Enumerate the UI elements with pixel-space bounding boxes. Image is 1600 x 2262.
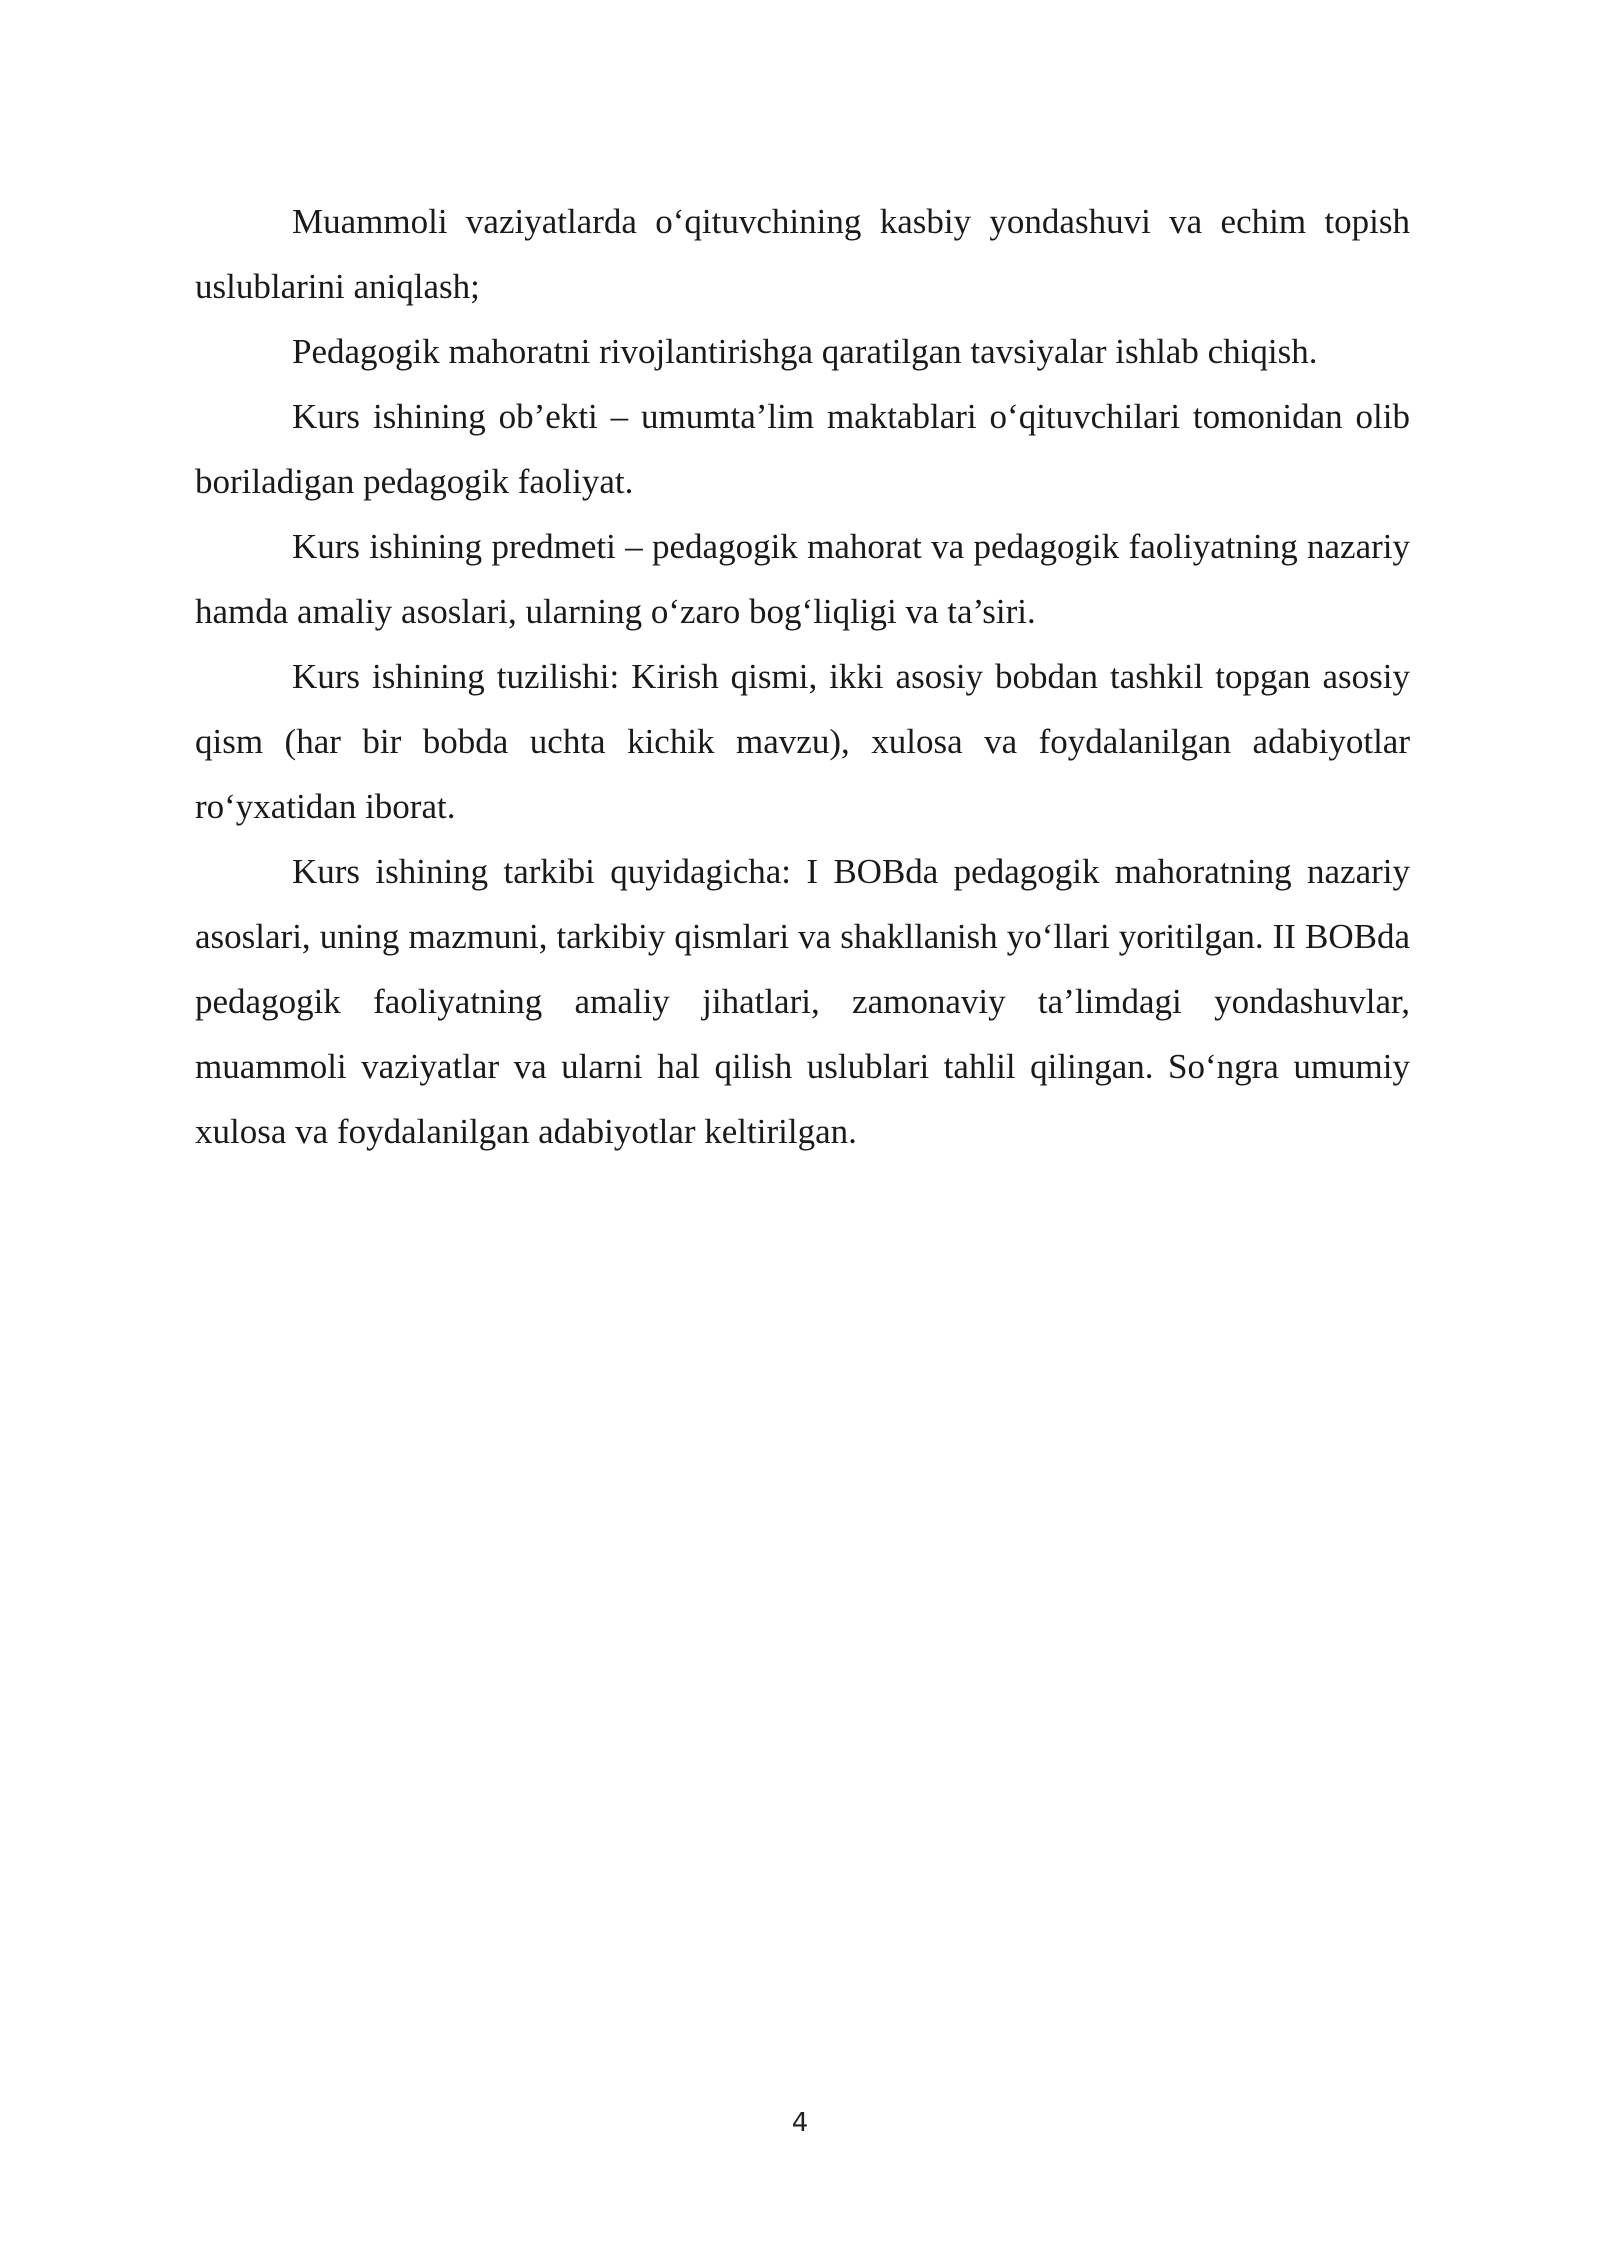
- paragraph-work-structure: Kurs ishining tuzilishi: Kirish qismi, ikki asosiy bobdan tashkil topgan asosiy qism (har bir bobda uchta kichik mavzu), xulosa va foydalanilgan adabiyotlar ro‘yxatidan iborat.: [195, 657, 1410, 826]
- paragraph-research-object: Kurs ishining ob’ekti – umumta’lim maktablari o‘qituvchilari tomonidan olib boriladigan pedagogik faoliyat.: [195, 397, 1410, 501]
- paragraph-work-contents: Kurs ishining tarkibi quyidagicha: I BOBda pedagogik mahoratning nazariy asoslari, uning mazmuni, tarkibiy qismlari va shakllanish yo‘llari yoritilgan. II BOBda pedagogik faoliyatning amaliy jihatlari, zamonaviy ta’limdagi yondashuvlar, muammoli vaziyatlar va ularni hal qilish uslublari tahlil qilingan. So‘ngra umumiy xulosa va foydalanilgan adabiyotlar keltirilgan.: [195, 852, 1410, 1151]
- body-text: [195, 189, 1410, 1164]
- paragraph-objective-problem-situations: Muammoli vaziyatlarda o‘qituvchining kasbiy yondashuvi va echim topish uslublarini aniqlash;: [195, 202, 1410, 306]
- paragraph-research-subject: Kurs ishining predmeti – pedagogik mahorat va pedagogik faoliyatning nazariy hamda amaliy asoslari, ularning o‘zaro bog‘liqligi va ta’siri.: [195, 527, 1410, 631]
- page-number: 4: [791, 2108, 809, 2138]
- paragraph-objective-recommendations: Pedagogik mahoratni rivojlantirishga qaratilgan tavsiyalar ishlab chiqish.: [292, 332, 1318, 371]
